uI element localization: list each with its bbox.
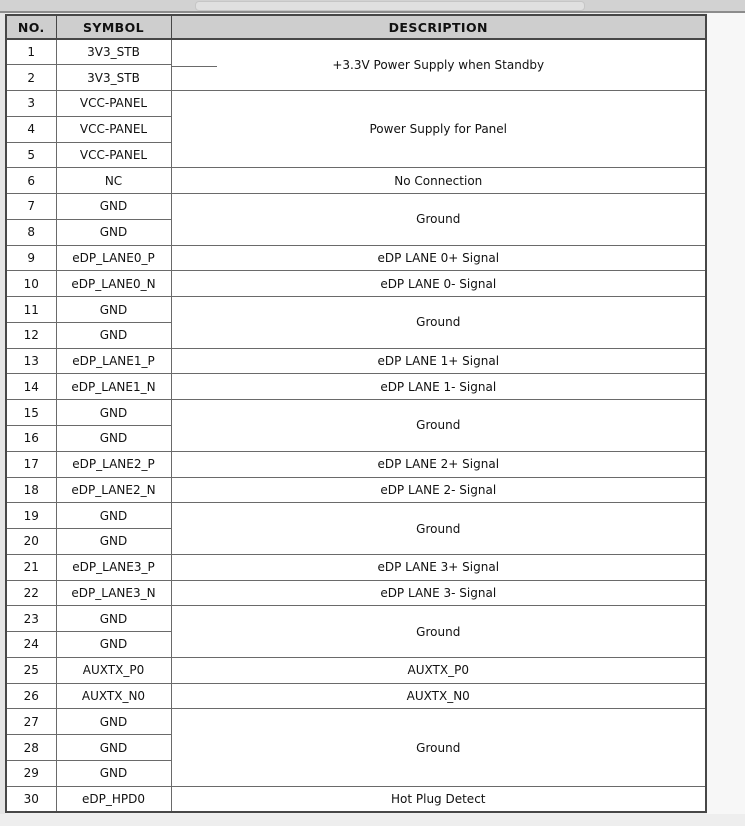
pin-symbol-cell: NC [56,168,171,194]
pin-description-cell: Ground [171,503,706,555]
pin-description-cell: eDP LANE 3+ Signal [171,554,706,580]
pin-symbol-cell: eDP_LANE0_N [56,271,171,297]
column-header-symbol: SYMBOL [56,15,171,39]
pin-symbol-cell: AUXTX_N0 [56,683,171,709]
pin-number-cell: 3 [6,91,56,117]
pin-symbol-cell: GND [56,425,171,451]
table-row [6,709,706,735]
column-header-no: NO. [6,15,56,39]
pin-number-cell: 18 [6,477,56,503]
table-row [6,554,706,580]
table-row [6,271,706,297]
pin-number-cell: 14 [6,374,56,400]
pin-symbol-cell: eDP_LANE0_P [56,245,171,271]
pin-number-cell: 1 [6,39,56,65]
pin-number-cell: 22 [6,580,56,606]
pin-symbol-cell: eDP_HPD0 [56,786,171,812]
pin-number-cell: 19 [6,503,56,529]
pin-symbol-cell: eDP_LANE1_P [56,348,171,374]
pin-number-cell: 26 [6,683,56,709]
pin-number-cell: 27 [6,709,56,735]
pin-symbol-cell: GND [56,219,171,245]
pin-symbol-cell: GND [56,322,171,348]
pin-number-cell: 23 [6,606,56,632]
pin-description-cell: eDP LANE 0- Signal [171,271,706,297]
pin-number-cell: 11 [6,297,56,323]
pin-number-cell: 7 [6,194,56,220]
table-row [6,580,706,606]
pin-description-cell: Ground [171,606,706,658]
bottom-page-margin [0,814,745,826]
pin-number-cell: 17 [6,451,56,477]
pin-symbol-cell: AUXTX_P0 [56,657,171,683]
pin-description-cell: Power Supply for Panel [171,91,706,168]
table-row [6,348,706,374]
pin-symbol-cell: VCC-PANEL [56,91,171,117]
pin-number-cell: 24 [6,632,56,658]
pin-description-cell: eDP LANE 3- Signal [171,580,706,606]
pin-description-cell: eDP LANE 0+ Signal [171,245,706,271]
table-row [6,91,706,117]
top-rounded-bar [195,1,585,11]
pin-number-cell: 13 [6,348,56,374]
pin-number-cell: 25 [6,657,56,683]
table-row [6,503,706,529]
table-row [6,657,706,683]
pin-number-cell: 16 [6,425,56,451]
table-row [6,477,706,503]
pin-number-cell: 8 [6,219,56,245]
pin-symbol-cell: GND [56,529,171,555]
pin-number-cell: 4 [6,116,56,142]
pin-symbol-cell: eDP_LANE1_N [56,374,171,400]
pin-number-cell: 29 [6,760,56,786]
table-row [6,786,706,812]
pin-symbol-cell: VCC-PANEL [56,142,171,168]
pin-symbol-cell: eDP_LANE3_P [56,554,171,580]
pin-symbol-cell: GND [56,709,171,735]
table-row [6,39,706,65]
table-row [6,374,706,400]
table-row [6,400,706,426]
table-row [6,683,706,709]
pin-symbol-cell: GND [56,194,171,220]
pin-number-cell: 10 [6,271,56,297]
pin-symbol-cell: GND [56,400,171,426]
top-strip-border [0,11,745,13]
pin-number-cell: 2 [6,65,56,91]
pin-symbol-cell: eDP_LANE2_N [56,477,171,503]
pin-symbol-cell: eDP_LANE2_P [56,451,171,477]
table-row [6,194,706,220]
pin-description-cell: Hot Plug Detect [171,786,706,812]
table-row [6,297,706,323]
pin-description-cell: eDP LANE 1+ Signal [171,348,706,374]
pin-symbol-cell: GND [56,606,171,632]
pin-definition-table [5,14,707,813]
pin-symbol-cell: GND [56,760,171,786]
pin-number-cell: 6 [6,168,56,194]
pin-number-cell: 5 [6,142,56,168]
table-header-row [6,15,706,39]
pin-description-cell: Ground [171,709,706,786]
pin-symbol-cell: 3V3_STB [56,65,171,91]
pin-number-cell: 21 [6,554,56,580]
pin-description-cell: AUXTX_P0 [171,657,706,683]
pin-description-cell: eDP LANE 2- Signal [171,477,706,503]
pin-symbol-cell: eDP_LANE3_N [56,580,171,606]
table-row [6,451,706,477]
right-page-margin [707,13,745,826]
pin-number-cell: 28 [6,735,56,761]
pin-number-cell: 15 [6,400,56,426]
pin-description-cell: eDP LANE 2+ Signal [171,451,706,477]
pin-symbol-cell: GND [56,297,171,323]
pin-number-cell: 12 [6,322,56,348]
pin-description-cell: No Connection [171,168,706,194]
merged-cell-border-artifact [171,66,217,67]
pin-description-cell: +3.3V Power Supply when Standby [171,39,706,91]
pin-description-cell: Ground [171,194,706,246]
pin-description-cell: Ground [171,400,706,452]
pin-symbol-cell: GND [56,632,171,658]
pin-description-cell: eDP LANE 1- Signal [171,374,706,400]
pin-symbol-cell: GND [56,503,171,529]
table-row [6,168,706,194]
pin-number-cell: 9 [6,245,56,271]
table-row [6,245,706,271]
pin-symbol-cell: 3V3_STB [56,39,171,65]
pin-number-cell: 30 [6,786,56,812]
pin-description-cell: AUXTX_N0 [171,683,706,709]
top-cutoff-strip [0,0,745,11]
column-header-description: DESCRIPTION [171,15,706,39]
pin-symbol-cell: GND [56,735,171,761]
pin-number-cell: 20 [6,529,56,555]
pin-symbol-cell: VCC-PANEL [56,116,171,142]
pin-description-cell: Ground [171,297,706,349]
pin-definition-table-container [5,14,707,813]
table-row [6,606,706,632]
